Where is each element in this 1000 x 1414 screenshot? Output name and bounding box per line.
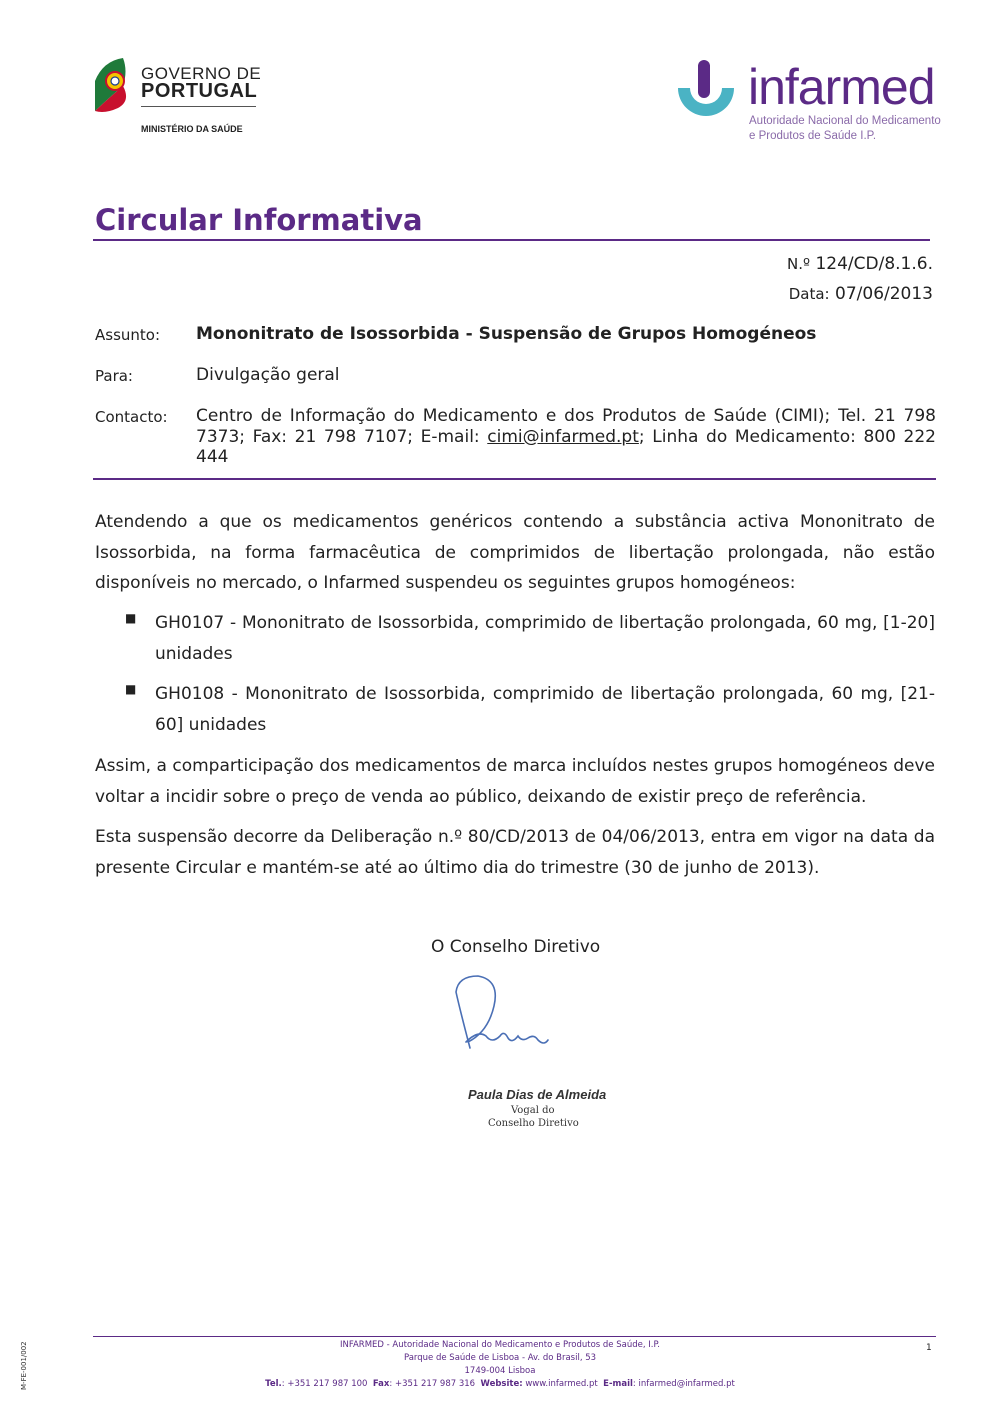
page-number: 1 — [926, 1343, 932, 1353]
document-number — [787, 254, 933, 274]
gov-logo-line2: PORTUGAL — [141, 80, 258, 102]
infarmed-wordmark: infarmed — [748, 59, 935, 115]
recipient-value: Divulgação geral — [196, 365, 340, 385]
document-number-value: 124/CD/8.1.6. — [815, 254, 933, 274]
bullet-marker: ■ — [125, 682, 137, 696]
contact-value — [196, 406, 936, 468]
contact-text-before: Centro de Informação do Medicamento e dos Produtos de Saúde (CIMI); Tel. 21 798 7373; Fax: 21 798 7107; E-mail: — [196, 406, 936, 447]
document-number-label: N.º — [787, 255, 811, 273]
signer-role-line2: Conselho Diretivo — [488, 1118, 579, 1129]
footer-email-label: E-mail — [603, 1379, 633, 1389]
subject-value: Mononitrato de Isossorbida - Suspensão de Grupos Homogéneos — [196, 324, 817, 344]
bullet-item: GH0108 - Mononitrato de Isossorbida, comprimido de libertação prolongada, 60 mg, [21-60] unidades — [155, 684, 935, 735]
bullet-marker: ■ — [125, 611, 137, 625]
council-label: O Conselho Diretivo — [431, 937, 601, 957]
infarmed-subtitle-line2: e Produtos de Saúde I.P. — [749, 130, 877, 142]
header-divider — [93, 478, 936, 480]
contact-text-after: ; Linha do Medicamento: 800 222 444 — [196, 426, 936, 467]
recipient-label: Para: — [95, 367, 133, 385]
ministry-label: MINISTÉRIO DA SAÚDE — [141, 124, 243, 134]
body-paragraph-1: Atendendo a que os medicamentos genéricos contendo a substância activa Mononitrato de Isossorbida, na forma farmacêutica de comprimidos de libertação prolongada, não estão disponíveis no mercado, o Infarmed suspendeu os seguintes grupos homogéneos: — [95, 512, 935, 593]
gov-logo-line1: GOVERNO DE — [141, 64, 262, 83]
body-paragraph-3: Esta suspensão decorre da Deliberação n.º 80/CD/2013 de 04/06/2013, entra em vigor na data da presente Circular e mantém-se até ao último dia do trimestre (30 de junho de 2013). — [95, 827, 935, 878]
handwritten-signature — [448, 970, 558, 1055]
footer-web-label: Website: — [480, 1379, 523, 1389]
footer-tel-label: Tel. — [265, 1379, 282, 1389]
contact-label: Contacto: — [95, 408, 168, 426]
footer-divider — [93, 1336, 936, 1337]
footer-tel-value: : +351 217 987 100 — [281, 1379, 368, 1389]
gov-logo-divider — [141, 106, 256, 107]
infarmed-logo-mark — [676, 58, 736, 122]
document-date-label: Data: — [788, 285, 830, 303]
footer-email-value[interactable]: : infarmed@infarmed.pt — [632, 1379, 735, 1389]
footer-org-line: INFARMED - Autoridade Nacional do Medicamento e Produtos de Saúde, I.P. — [340, 1340, 660, 1350]
body-paragraph-2: Assim, a comparticipação dos medicamentos de marca incluídos nestes grupos homogéneos deve voltar a incidir sobre o preço de venda ao público, deixando de existir preço de referência. — [95, 756, 935, 807]
footer-contacts-line — [0, 1379, 1000, 1389]
document-title: Circular Informativa — [95, 203, 423, 237]
infarmed-subtitle-line1: Autoridade Nacional do Medicamento — [749, 115, 941, 127]
form-code: M-FE-001/002 — [20, 1341, 28, 1390]
signer-role-line1: Vogal do — [511, 1105, 555, 1116]
title-divider — [93, 239, 930, 241]
bullet-item: GH0107 - Mononitrato de Isossorbida, comprimido de libertação prolongada, 60 mg, [1-20] unidades — [155, 613, 935, 664]
subject-label: Assunto: — [95, 326, 161, 344]
footer-address-line: Parque de Saúde de Lisboa - Av. do Brasil, 53 — [403, 1353, 597, 1363]
footer-postcode-line: 1749-004 Lisboa — [464, 1366, 536, 1376]
footer-web-value[interactable]: www.infarmed.pt — [522, 1379, 598, 1389]
footer-fax-value: : +351 217 987 316 — [389, 1379, 476, 1389]
signer-name: Paula Dias de Almeida — [468, 1087, 607, 1102]
footer-fax-label: Fax — [372, 1379, 390, 1389]
document-date-value: 07/06/2013 — [835, 284, 933, 304]
document-date — [789, 284, 933, 304]
contact-email-link[interactable]: cimi@infarmed.pt — [487, 426, 639, 447]
